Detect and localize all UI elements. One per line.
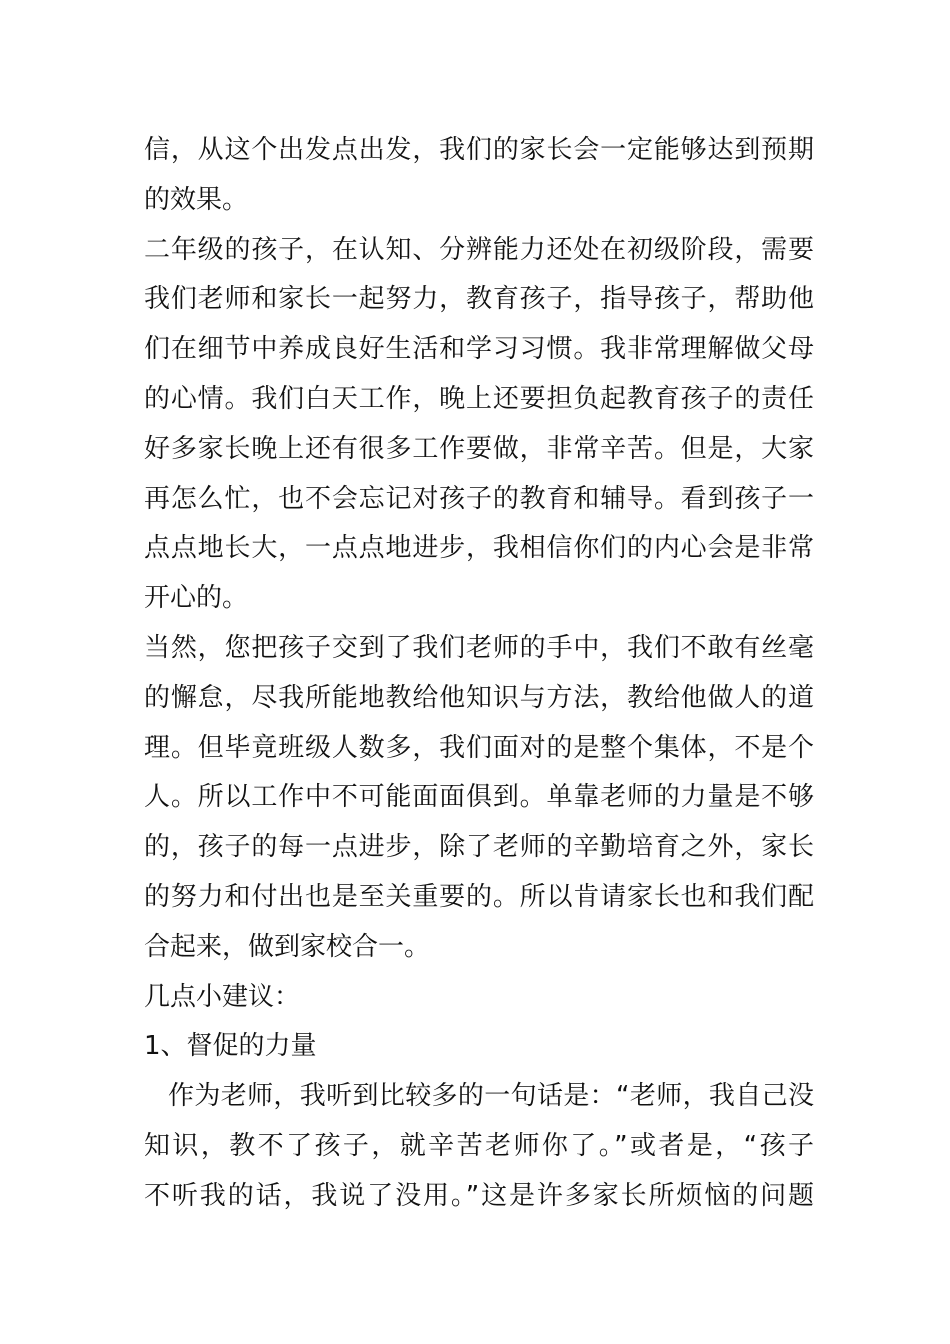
text-line: 当然，您把孩子交到了我们老师的手中，我们不敢有丝毫 — [144, 632, 814, 663]
text-line: 合起来，做到家校合一。 — [144, 931, 431, 962]
text-line: 理。但毕竟班级人数多，我们面对的是整个集体，不是个 — [144, 732, 814, 763]
text-line: 的懈怠，尽我所能地教给他知识与方法，教给他做人的道 — [144, 682, 814, 713]
text-line: 好多家长晚上还有很多工作要做，非常辛苦。但是，大家 — [144, 433, 814, 464]
text-line: 的努力和付出也是至关重要的。所以肯请家长也和我们配 — [144, 881, 814, 912]
text-line: 的心情。我们白天工作，晚上还要担负起教育孩子的责任 — [144, 383, 814, 414]
text-line: 开心的。 — [144, 583, 249, 614]
text-line: 二年级的孩子，在认知、分辨能力还处在初级阶段，需要 — [144, 234, 814, 265]
document-body — [144, 126, 814, 1222]
text-line: 们在细节中养成良好生活和学习习惯。我非常理解做父母 — [144, 334, 814, 365]
text-line: 信，从这个出发点出发，我们的家长会一定能够达到预期 — [144, 135, 814, 165]
text-line: 我们老师和家长一起努力，教育孩子，指导孩子，帮助他 — [144, 284, 814, 315]
text-line: 的，孩子的每一点进步，除了老师的辛勤培育之外，家长 — [144, 832, 814, 863]
text-line: 作为老师，我听到比较多的一句话是：“老师，我自己没 — [168, 1081, 814, 1112]
text-line: 点点地长大，一点点地进步，我相信你们的内心会是非常 — [144, 533, 814, 564]
subheading: 1、督促的力量 — [144, 1031, 317, 1062]
text-line: 的效果。 — [144, 184, 249, 215]
text-line: 人。所以工作中不可能面面俱到。单靠老师的力量是不够 — [144, 782, 814, 813]
text-line: 不听我的话，我说了没用。”这是许多家长所烦恼的问题 — [144, 1180, 814, 1211]
section-heading: 几点小建议： — [144, 981, 301, 1012]
text-line: 再怎么忙，也不会忘记对孩子的教育和辅导。看到孩子一 — [144, 483, 814, 514]
text-line: 知识，教不了孩子，就辛苦老师你了。”或者是，“孩子 — [144, 1130, 814, 1161]
